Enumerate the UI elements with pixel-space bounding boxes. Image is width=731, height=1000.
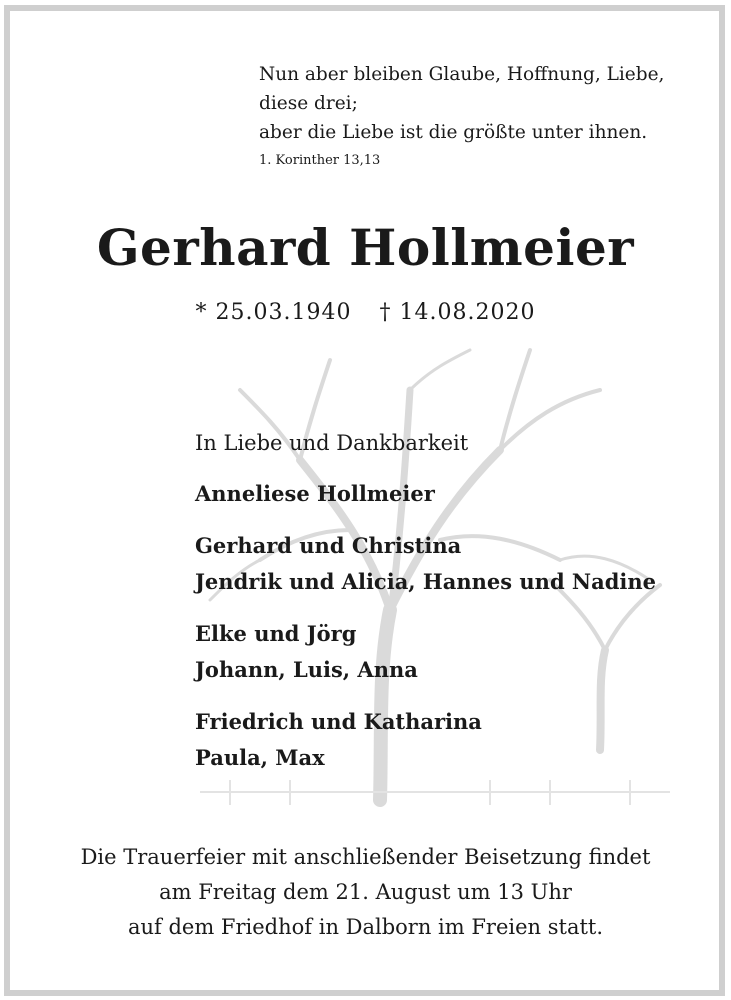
mourner-group xyxy=(195,616,715,688)
bible-verse xyxy=(259,60,709,171)
verse-reference: 1. Korinther 13,13 xyxy=(259,153,381,168)
death-date: † 14.08.2020 xyxy=(379,300,536,325)
mourner-group xyxy=(195,528,715,600)
mourner-line: Gerhard und Christina xyxy=(195,533,462,558)
mourner-line: Elke und Jörg xyxy=(195,621,357,646)
life-dates xyxy=(0,300,731,325)
announcement-line: am Freitag dem 21. August um 13 Uhr xyxy=(159,880,572,904)
mourner-line: Friedrich und Katharina xyxy=(195,709,482,734)
verse-line: aber die Liebe ist die größte unter ihnen. xyxy=(259,122,648,143)
verse-line: Nun aber bleiben Glaube, Hoffnung, Liebe, xyxy=(259,64,665,85)
mourner-group xyxy=(195,476,715,512)
mourners-list xyxy=(195,428,715,792)
mourner-line: Paula, Max xyxy=(195,745,325,770)
deceased-name: Gerhard Hollmeier xyxy=(96,218,635,277)
funeral-announcement xyxy=(0,840,731,945)
mourner-line: Jendrik und Alicia, Hannes und Nadine xyxy=(195,569,657,594)
mourner-line: Anneliese Hollmeier xyxy=(195,481,435,506)
verse-line: diese drei; xyxy=(259,93,358,114)
birth-date: * 25.03.1940 xyxy=(195,300,352,325)
mourner-group xyxy=(195,704,715,776)
mourner-line: Johann, Luis, Anna xyxy=(195,657,418,682)
announcement-line: auf dem Friedhof in Dalborn im Freien statt. xyxy=(127,915,604,939)
mourners-intro: In Liebe und Dankbarkeit xyxy=(195,431,469,455)
announcement-line: Die Trauerfeier mit anschließender Beisetzung findet xyxy=(80,845,651,869)
